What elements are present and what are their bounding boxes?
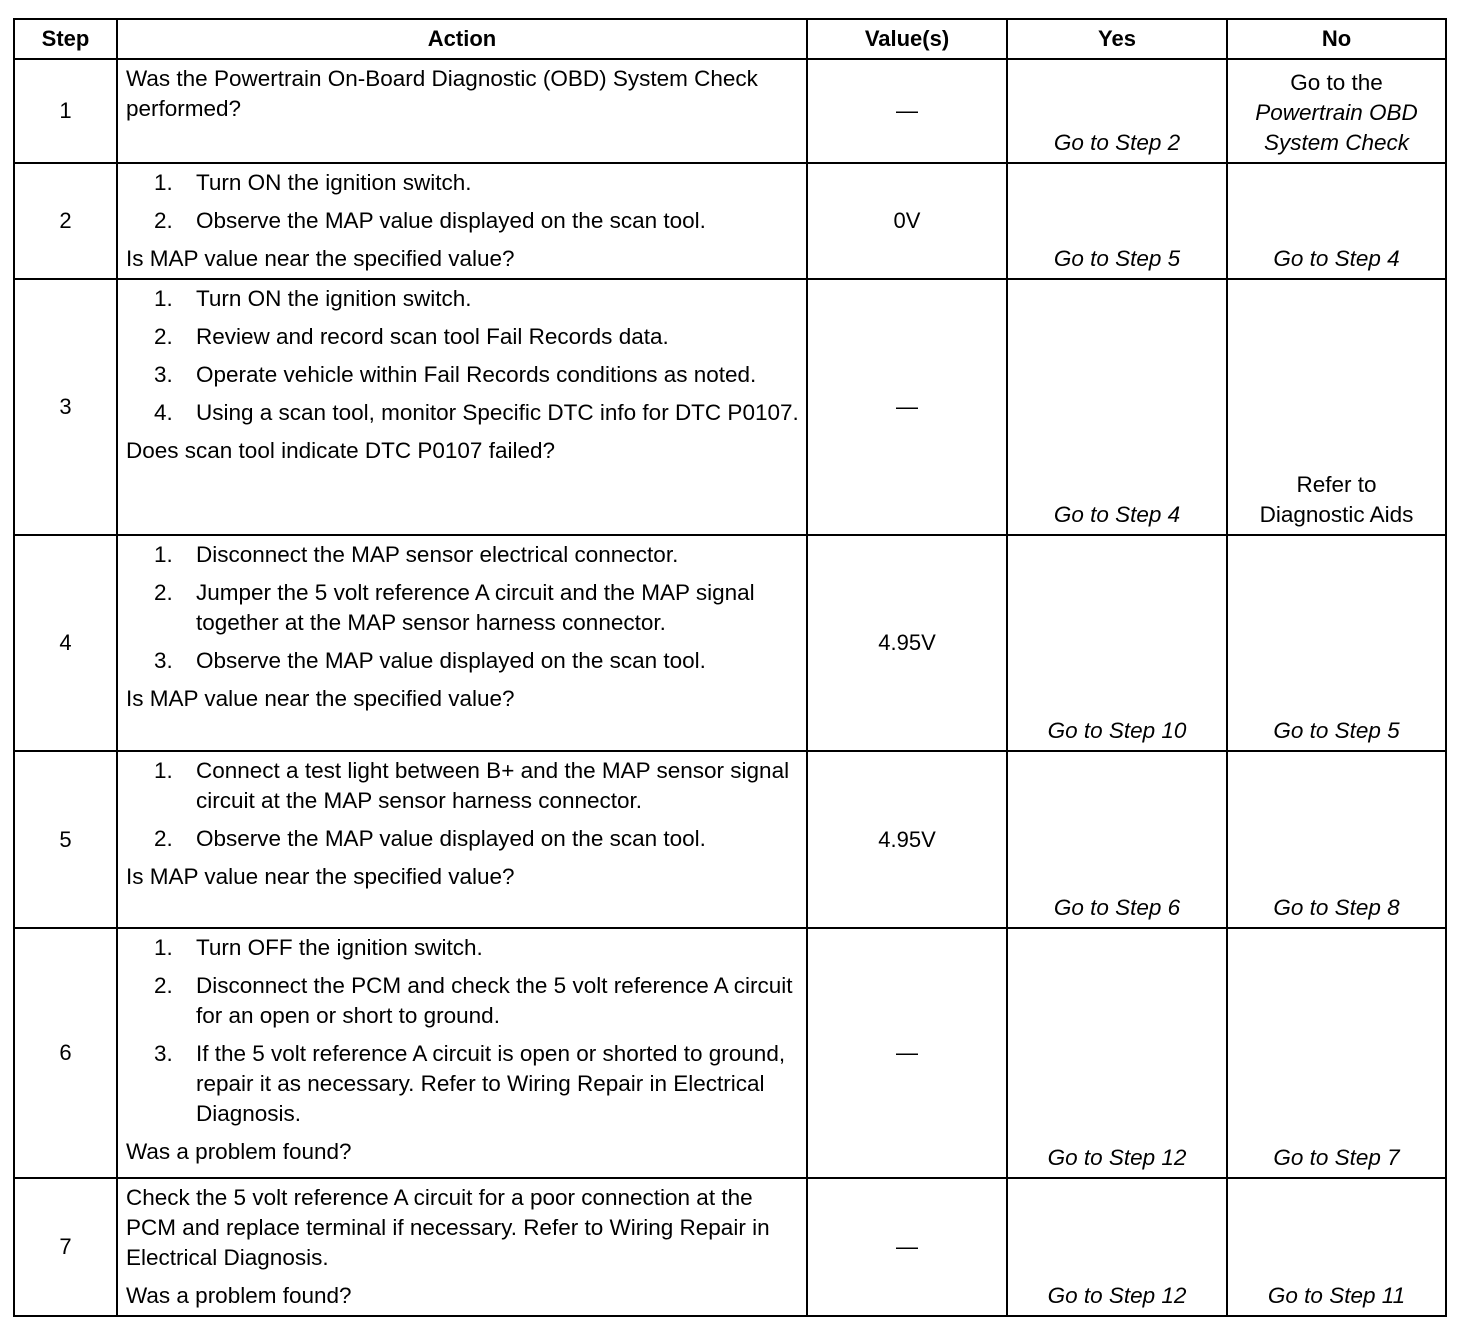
header-step: Step [14,19,117,59]
step-number: 7 [14,1178,117,1316]
no-cell [1227,279,1446,535]
no-goto-line[interactable]: Powertrain OBD [1255,100,1418,125]
action-item-number: 2. [154,826,173,851]
action-question: Is MAP value near the specified value? [126,246,515,271]
value-cell: — [807,279,1007,535]
header-yes: Yes [1007,19,1227,59]
no-cell [1227,59,1446,163]
no-goto-line[interactable]: System Check [1263,130,1410,155]
table-row [14,1178,1446,1316]
no-goto-line[interactable]: Refer to [1296,472,1377,497]
action-item-number: 4. [154,400,173,425]
action-cell [117,535,807,751]
action-list-item [126,322,800,352]
action-item-number: 2. [154,208,173,233]
action-question: Was a problem found? [126,1283,352,1308]
action-item-number: 2. [154,580,173,605]
table-row [14,535,1446,751]
action-list-item [126,646,800,676]
action-list [126,756,800,854]
action-item-number: 3. [154,648,173,673]
no-goto-line[interactable]: Go to Step 5 [1273,718,1400,743]
table-row [14,751,1446,928]
header-row [14,19,1446,59]
yes-goto-link[interactable]: Go to Step 10 [1047,718,1187,743]
no-cell [1227,535,1446,751]
action-item-text: Turn ON the ignition switch. [196,286,472,311]
no-cell [1227,928,1446,1178]
table-row [14,59,1446,163]
yes-goto-link[interactable]: Go to Step 12 [1047,1283,1187,1308]
action-item-number: 1. [154,758,173,783]
table-row [14,279,1446,535]
action-item-number: 3. [154,1041,173,1066]
header-action: Action [117,19,807,59]
step-number: 2 [14,163,117,279]
action-list [126,168,800,236]
step-number: 6 [14,928,117,1178]
action-list-item [126,971,800,1031]
no-goto-line[interactable]: Go to the [1290,70,1383,95]
action-item-text: Connect a test light between B+ and the MAP sensor signal circuit at the MAP sensor harness connector. [196,758,790,813]
no-goto-line[interactable]: Go to Step 7 [1273,1145,1400,1170]
no-goto-line[interactable]: Diagnostic Aids [1259,502,1414,527]
header-values: Value(s) [807,19,1007,59]
table-row [14,928,1446,1178]
action-list-item [126,824,800,854]
action-item-number: 1. [154,935,173,960]
action-question: Is MAP value near the specified value? [126,686,515,711]
action-list-item [126,1039,800,1129]
action-item-text: Turn ON the ignition switch. [196,170,472,195]
action-item-text: Jumper the 5 volt reference A circuit and the MAP signal together at the MAP sensor harness connector. [196,580,755,635]
yes-cell [1007,928,1227,1178]
yes-cell [1007,279,1227,535]
action-list-item [126,284,800,314]
action-item-text: Disconnect the MAP sensor electrical connector. [196,542,679,567]
no-cell [1227,751,1446,928]
header-no: No [1227,19,1446,59]
action-list-item [126,933,800,963]
step-number: 1 [14,59,117,163]
action-item-text: If the 5 volt reference A circuit is open or shorted to ground, repair it as necessary. Refer to Wiring Repair in Electrical Diagnosis. [196,1041,786,1126]
yes-goto-link[interactable]: Go to Step 2 [1053,130,1181,155]
action-item-text: Review and record scan tool Fail Records data. [196,324,669,349]
action-item-number: 2. [154,324,173,349]
action-cell [117,279,807,535]
value-cell: 4.95V [807,751,1007,928]
step-number: 4 [14,535,117,751]
yes-cell [1007,1178,1227,1316]
action-cell [117,163,807,279]
action-item-number: 1. [154,286,173,311]
yes-cell [1007,535,1227,751]
action-cell [117,59,807,163]
yes-cell [1007,59,1227,163]
action-question: Is MAP value near the specified value? [126,864,515,889]
action-list-item [126,206,800,236]
action-question: Does scan tool indicate DTC P0107 failed? [126,438,555,463]
value-cell: — [807,59,1007,163]
action-item-number: 3. [154,362,173,387]
no-cell [1227,163,1446,279]
no-goto-line[interactable]: Go to Step 4 [1273,246,1400,271]
no-goto-line[interactable]: Go to Step 8 [1273,895,1400,920]
action-item-text: Observe the MAP value displayed on the scan tool. [196,826,706,851]
yes-goto-link[interactable]: Go to Step 6 [1053,895,1181,920]
action-item-text: Observe the MAP value displayed on the scan tool. [196,208,706,233]
action-list [126,933,800,1129]
action-item-text: Operate vehicle within Fail Records conditions as noted. [196,362,757,387]
action-list-item [126,540,800,570]
action-item-text: Turn OFF the ignition switch. [196,935,483,960]
value-cell: — [807,928,1007,1178]
action-item-number: 1. [154,170,173,195]
value-cell: 4.95V [807,535,1007,751]
action-item-text: Observe the MAP value displayed on the scan tool. [196,648,706,673]
yes-goto-link[interactable]: Go to Step 4 [1053,502,1181,527]
action-list [126,284,800,428]
yes-goto-link[interactable]: Go to Step 12 [1047,1145,1187,1170]
action-item-number: 2. [154,973,173,998]
yes-cell [1007,163,1227,279]
action-list-item [126,756,800,816]
yes-cell [1007,751,1227,928]
action-list-item [126,168,800,198]
value-cell: — [807,1178,1007,1316]
step-number: 5 [14,751,117,928]
action-question: Was a problem found? [126,1139,352,1164]
action-intro: Was the Powertrain On-Board Diagnostic (OBD) System Check performed? [126,66,758,121]
table-body [14,59,1446,1316]
step-number: 3 [14,279,117,535]
action-intro: Check the 5 volt reference A circuit for a poor connection at the PCM and replace terminal if necessary. Refer to Wiring Repair in Electrical Diagnosis. [126,1185,770,1270]
table-row [14,163,1446,279]
action-item-text: Disconnect the PCM and check the 5 volt reference A circuit for an open or short to ground. [196,973,793,1028]
action-list-item [126,360,800,390]
action-cell [117,1178,807,1316]
no-goto-line[interactable]: Go to Step 11 [1267,1283,1406,1308]
action-cell [117,928,807,1178]
yes-goto-link[interactable]: Go to Step 5 [1053,246,1181,271]
action-list-item [126,398,800,428]
action-list [126,540,800,676]
action-list-item [126,578,800,638]
diagnostic-table [13,18,1447,1317]
action-item-text: Using a scan tool, monitor Specific DTC info for DTC P0107. [196,400,799,425]
no-cell [1227,1178,1446,1316]
value-cell: 0V [807,163,1007,279]
action-cell [117,751,807,928]
action-item-number: 1. [154,542,173,567]
